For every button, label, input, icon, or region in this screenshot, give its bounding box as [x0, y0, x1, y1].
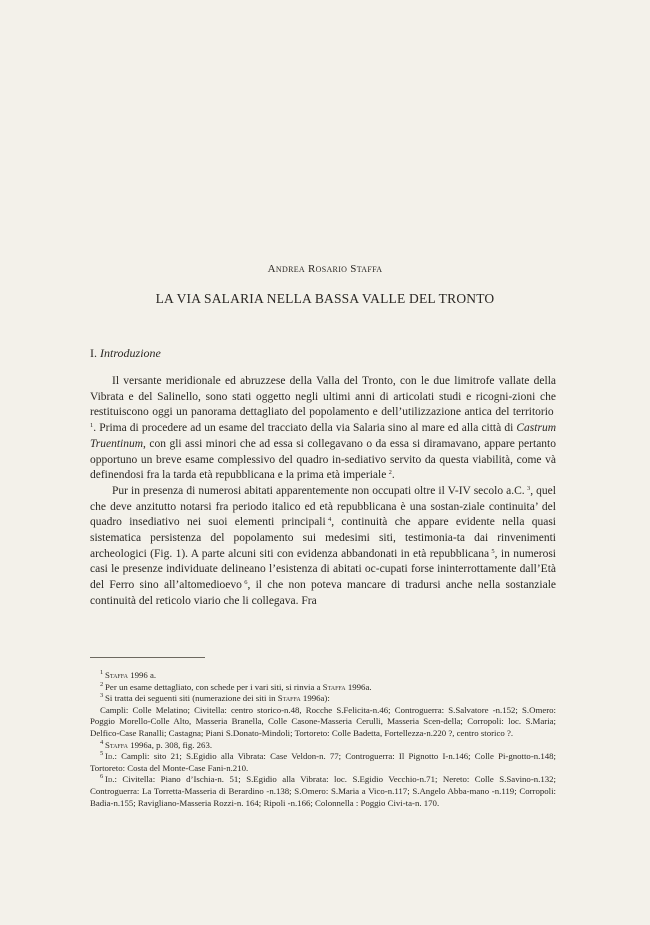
citation-author: Id.: [105, 774, 115, 785]
text-run: , con gli assi minori che ad essa si collegavano o da essa si diramavano, appare pertanto opportuno un breve esame complessivo del quadro in-sediativo servito da questa viabilità, come và definendosi fra la tarda età repubblicana e la prima età imperiale: [90, 437, 556, 482]
footnote-ref[interactable]: 5: [491, 547, 495, 555]
text-run: . Prima di procedere ad un esame del tracciato della via Salaria sino al mare ed alla città di: [93, 422, 514, 435]
footnotes: [90, 670, 556, 809]
section-heading: [90, 346, 161, 361]
footnote: [90, 682, 556, 694]
footnote-number: 5: [100, 750, 104, 758]
body-text: [90, 374, 556, 610]
footnote-number: 6: [100, 773, 104, 781]
text-run: , continuità che appare evidente nella quasi sistematica persistenza del popolamento sui medesimi siti, testimonia-ta dai rinvenimenti archeologici (Fig. 1). A parte alcuni siti con evidenza abbandonati in età repubblicana: [90, 516, 557, 560]
footnote-ref[interactable]: 1: [90, 422, 94, 430]
text-run: , il che non poteva mancare di tradursi anche nella sostanziale continuità del reticolo viario che li collegava. Fra: [90, 579, 556, 607]
article-title: LA VIA SALARIA NELLA BASSA VALLE DEL TRONTO: [155, 291, 495, 306]
citation-author: Staffa: [277, 693, 301, 704]
section-number: I.: [90, 346, 97, 360]
footnote: [90, 693, 556, 705]
footnote-text: Si tratta dei seguenti siti (numerazione dei siti in: [105, 693, 278, 704]
text-run: Pur in presenza di numerosi abitati apparentemente non occupati oltre il V-IV secolo a.C.: [112, 484, 525, 497]
footnote-number: 1: [100, 669, 104, 676]
text-run: , quel che deve anzitutto notarsi fra periodo italico ed età repubblicana è una sostan-ziale continuita’ del quadro insediativo nei suoi elementi principali: [90, 484, 556, 529]
text-run: , in numerosi casi le presenze individuate delineano l’esistenza di abitati oc-cupati forse ininterrottamente dall’Età del Ferro sino all’altomedioevo: [90, 547, 556, 592]
footnote-number: 4: [100, 738, 104, 746]
paragraph: [90, 484, 556, 610]
footnote-ref[interactable]: 6: [244, 579, 248, 587]
footnote-number: 3: [100, 692, 104, 700]
footnote: [90, 740, 556, 752]
footnote-continuation: [90, 705, 556, 740]
place-name: Castrum Truentinum: [90, 422, 557, 450]
paragraph: [90, 374, 556, 484]
footnote-ref[interactable]: 2: [388, 469, 392, 477]
footnote-text: Campli: Colle Melatino; Civitella: centro storico-n.48, Rocche S.Felicita-n.46; Controguerra: S.Salvatore -n.152; S.Omero: Poggio Morello-Colle Alto, Masseria Branella, Colle Casone-Masseria Cerulli, Masseria Scen-della; Corropoli: loc. S.Maria; Delfico-Case Ranalli; Castagna; Piani S.Donato-Mindoli; Tortoreto: Colle Badetta, Fortellezza-n.220 ?, centro storico ?.: [90, 704, 556, 738]
footnote-number: 2: [100, 680, 104, 688]
footnote-text: 1996a, p. 308, fig. 263.: [128, 739, 213, 750]
footnote-text: 1996a):: [300, 693, 330, 704]
footnote-text: : Civitella: Piano d’Ischia-n. 51; S.Egidio alla Vibrata: loc. S.Egidio Vecchio-n.71; Nereto: Colle S.Savino-n.132; Controguerra: La Torretta-Masseria di Berardino -n.138; S.Omero: S.Maria a Vico-n.117; S.Angelo Abba-mano -n.119; Corropoli: Badia-n.155; Ravigliano-Masseria Rozzi-n. 164; Ripoli -n.166; Colonnella : Poggio Civi-ta-n. 170.: [90, 774, 556, 808]
footnote-text: 1996 a.: [128, 670, 157, 680]
citation-author: Id.: [105, 751, 115, 762]
citation-author: Staffa: [322, 681, 346, 692]
footnote: [90, 670, 556, 682]
footnote-text: Per un esame dettagliato, con schede per i vari siti, si rinvia a: [105, 681, 323, 692]
footnote-divider: [90, 657, 205, 658]
citation-author: Staffa: [105, 670, 128, 680]
footnote: [90, 751, 556, 774]
footnote-text: 1996a.: [345, 681, 372, 692]
footnote-ref[interactable]: 4: [328, 516, 332, 524]
citation-author: Staffa: [105, 739, 128, 750]
footnote-ref[interactable]: 3: [526, 484, 531, 492]
footnote: [90, 774, 556, 809]
author-name: Andrea Rosario Staffa: [267, 263, 383, 275]
footnote-text: : Campli: sito 21; S.Egidio alla Vibrata: Case Veldon-n. 77; Controguerra: Il Pignotto I-n.146; Colle Pi-gnotto-n.148; Tortoreto: Costa del Monte-Case Fani-n.210.: [90, 751, 556, 773]
text-run: Il versante meridionale ed abruzzese della Valla del Tronto, con le due limitrofe vallate della Vibrata e del Salinello, sono stati oggetto negli ultimi anni di articolati studi e ricogni-zioni che restituiscono oggi un panorama dettagliato del popolamento e dell’utilizzazione antica del territorio: [90, 375, 556, 419]
text-run: .: [391, 469, 395, 482]
section-label: Introduzione: [100, 346, 161, 360]
